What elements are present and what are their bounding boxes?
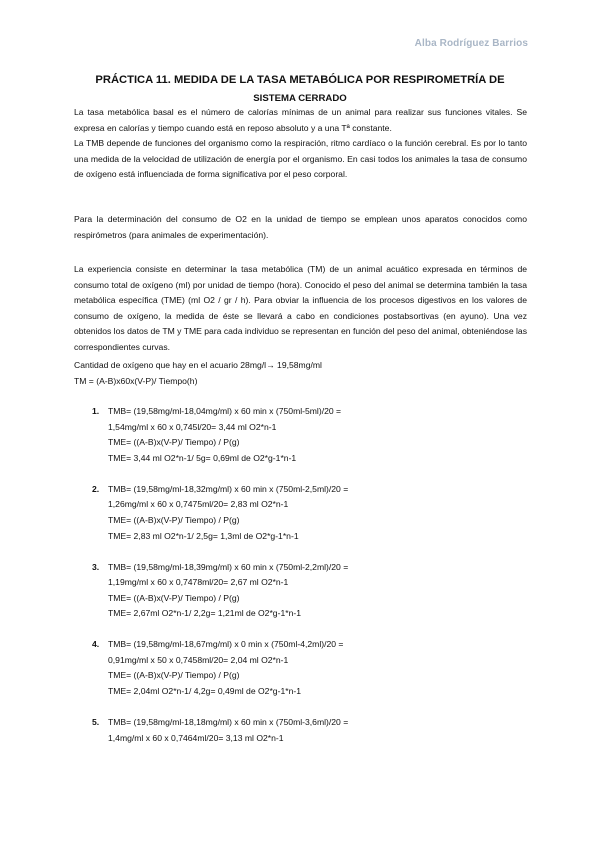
author-header: Alba Rodríguez Barrios (414, 38, 528, 49)
calculation-item (92, 560, 422, 622)
calculation-line: TME= ((A-B)x(V-P)/ Tiempo) / P(g) (108, 437, 240, 448)
intro-block (74, 105, 527, 183)
calculation-line: TMB= (19,58mg/ml-18,39mg/ml) x 60 min x (750ml-2,2ml)/20 = (108, 561, 349, 572)
calculation-item (92, 637, 422, 699)
calculation-item (92, 404, 422, 466)
calculation-line: TMB= (19,58mg/ml-18,04mg/ml) x 60 min x (750ml-5ml)/20 = (108, 406, 342, 416)
experiment-block (74, 262, 527, 356)
title-line-1: PRÁCTICA 11. MEDIDA DE LA TASA METABÓLICA POR RESPIROMETRÍA DE (95, 74, 505, 86)
oxygen-amount-line: Cantidad de oxígeno que hay en el acuario 28mg/l→ 19,58mg/ml (74, 360, 322, 370)
calculation-line: TME= ((A-B)x(V-P)/ Tiempo) / P(g) (108, 514, 240, 525)
calculation-line: TME= 2,67ml O2*n-1/ 2,2g= 1,21ml de O2*g-1*n-1 (108, 608, 301, 619)
document-title (72, 73, 528, 106)
calculation-number: 4. (92, 639, 100, 650)
calculation-line: TMB= (19,58mg/ml-18,32mg/ml) x 60 min x (750ml-2,5ml)/20 = (108, 483, 349, 494)
calculation-number: 1. (92, 406, 100, 416)
calculation-number: 3. (92, 561, 100, 572)
calculation-line: TMB= (19,58mg/ml-18,18mg/ml) x 60 min x (750ml-3,6ml)/20 = (108, 717, 349, 728)
calculation-line: 1,26mg/ml x 60 x 0,7475ml/20= 2,83 ml O2*n-1 (108, 499, 289, 510)
calculation-line: TME= ((A-B)x(V-P)/ Tiempo) / P(g) (108, 670, 240, 681)
calculation-line: TMB= (19,58mg/ml-18,67mg/ml) x 0 min x (750ml-4,2ml)/20 = (108, 639, 344, 650)
calculation-line: TME= ((A-B)x(V-P)/ Tiempo) / P(g) (108, 592, 240, 603)
paragraph-basal-rate: La tasa metabólica basal es el número de calorías mínimas de un animal para realizar sus funciones vitales. Se expresa en calorías y tiempo cuando está en reposo absoluto y a una Tª constante. (74, 107, 527, 133)
paragraph-tmb-factors: La TMB depende de funciones del organismo como la respiración, ritmo cardíaco o la función cerebral. Es por lo tanto una medida de la velocidad de utilización de energía por el organismo. En casi todos los animales la tasa de consumo de oxígeno está influenciada de forma significativa por el peso corporal. (74, 138, 527, 180)
paragraph-respirometers: Para la determinación del consumo de O2 en la unidad de tiempo se emplean unos aparatos conocidos como respirómetros (para animales de experimentación). (74, 214, 527, 240)
calculation-line: TME= 3,44 ml O2*n-1/ 5g= 0,69ml de O2*g-1*n-1 (108, 452, 297, 463)
paragraph-experiment: La experiencia consiste en determinar la tasa metabólica (TM) de un animal acuático expresada en términos de consumo total de oxígeno (ml) por unidad de tiempo (hora). Conocido el peso del animal se determina también la tasa metabólica específica (TME) (ml O2 / gr / h). Para obviar la influencia de los procesos digestivos en los valores de consumo de oxígeno, la medida de éste se llevará a cabo en condiciones postabsortivas (en ayuno). Una vez obtenidos los datos de TM y TME para cada individuo se representan en función del peso del animal, obteniéndose las correspondientes curvas. (74, 264, 527, 352)
calculation-item (92, 482, 422, 544)
calculations-list (92, 404, 422, 762)
calculation-line: 1,54mg/ml x 60 x 0,745l/20= 3,44 ml O2*n-1 (108, 421, 277, 432)
respirometer-block (74, 212, 527, 243)
calculation-line: TME= 2,04ml O2*n-1/ 4,2g= 0,49ml de O2*g-1*n-1 (108, 686, 301, 697)
calculation-line: 1,19mg/ml x 60 x 0,7478ml/20= 2,67 ml O2*n-1 (108, 577, 289, 588)
calculation-number: 2. (92, 483, 100, 494)
title-line-2: SISTEMA CERRADO (253, 93, 347, 104)
tm-formula-line: TM = (A-B)x60x(V-P)/ Tiempo(h) (74, 375, 198, 386)
calculation-line: 0,91mg/ml x 50 x 0,7458ml/20= 2,04 ml O2*n-1 (108, 654, 289, 665)
calculation-line: 1,4mg/ml x 60 x 0,7464ml/20= 3,13 ml O2*n-1 (108, 732, 284, 743)
calculation-item (92, 715, 422, 746)
data-block (74, 358, 527, 389)
calculation-line: TME= 2,83 ml O2*n-1/ 2,5g= 1,3ml de O2*g-1*n-1 (108, 530, 299, 541)
calculation-number: 5. (92, 717, 100, 728)
